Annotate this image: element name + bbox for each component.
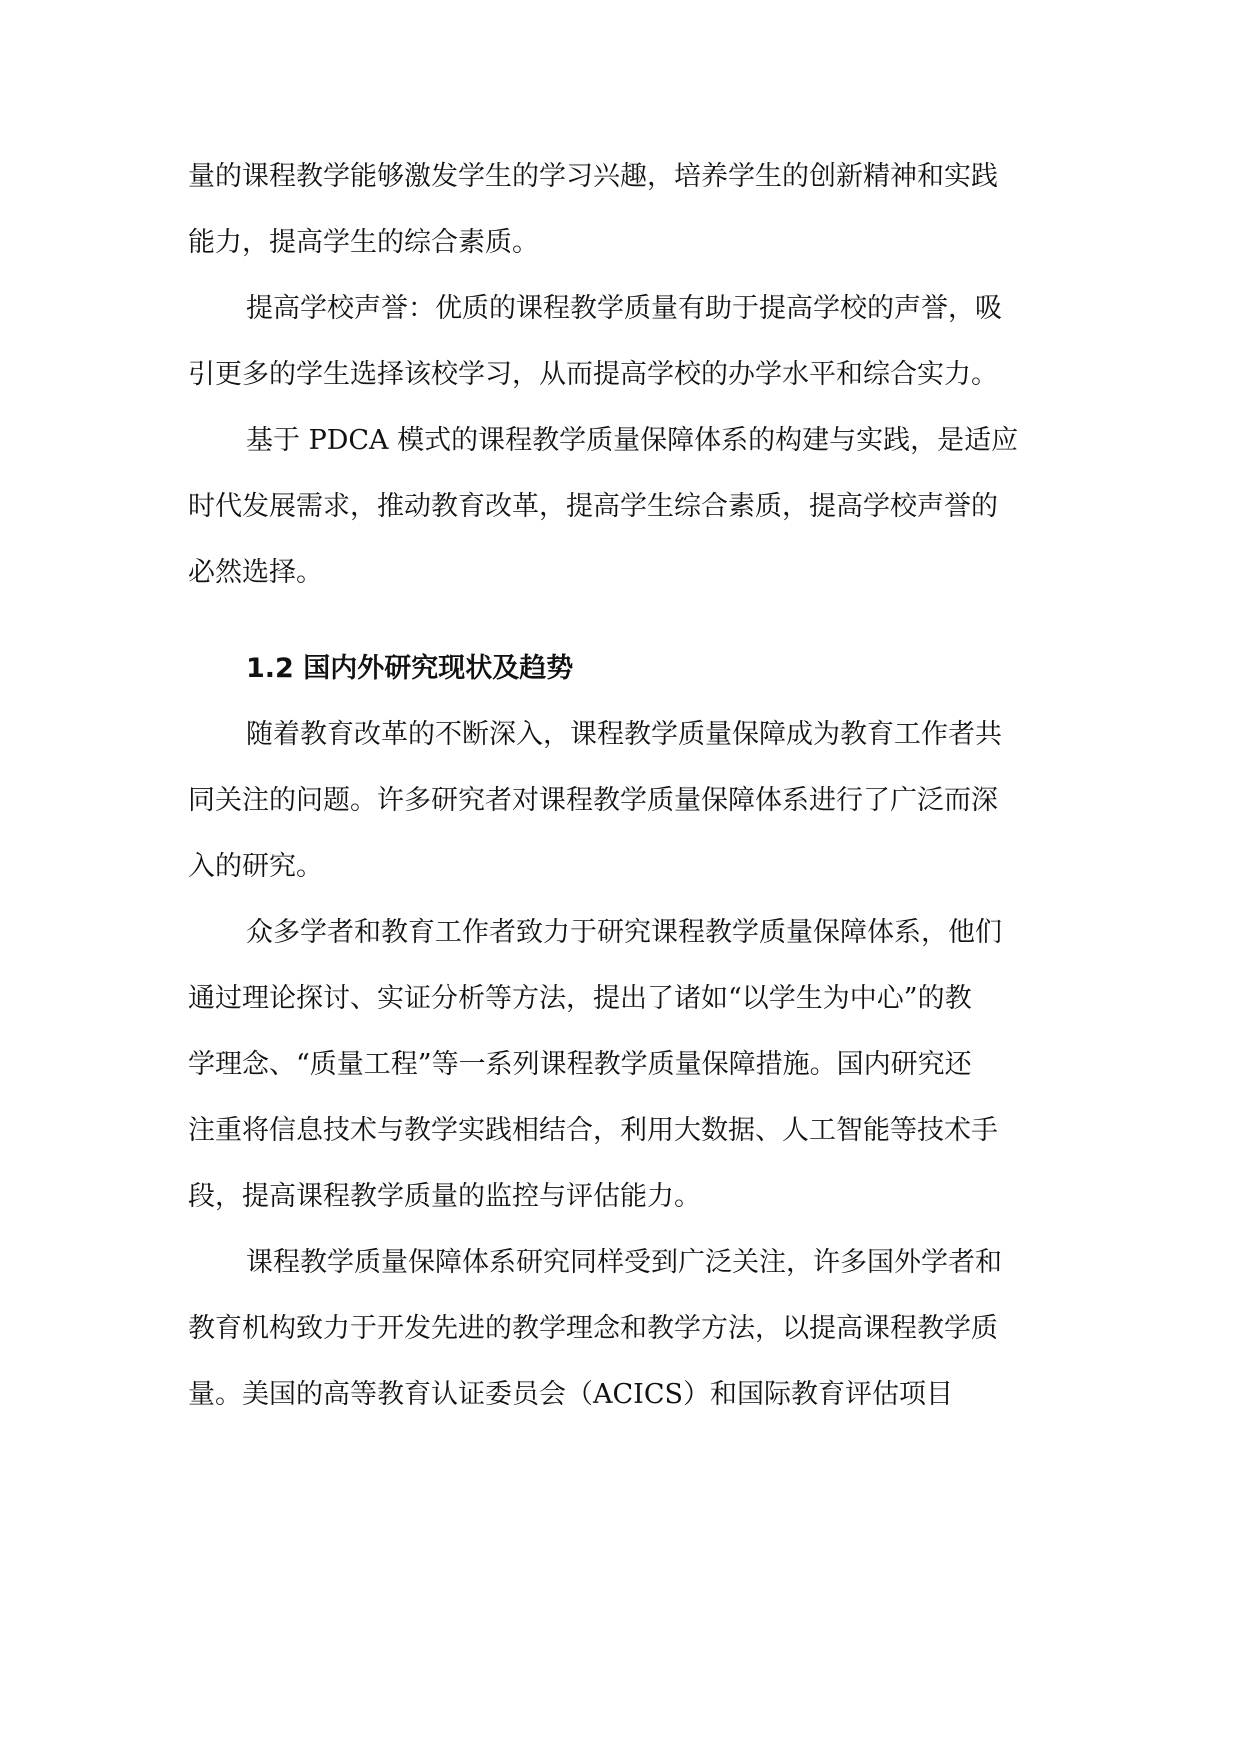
- paragraph-line: 能力，提高学生的综合素质。: [188, 227, 539, 258]
- paragraph-line: 段，提高课程教学质量的监控与评估能力。: [188, 1181, 701, 1212]
- paragraph-line: 通过理论探讨、实证分析等方法，提出了诸如“以学生为中心”的教: [188, 983, 972, 1014]
- paragraph-line: 学理念、“质量工程”等一系列课程教学质量保障措施。国内研究还: [188, 1049, 972, 1080]
- paragraph-line: 引更多的学生选择该校学习，从而提高学校的办学水平和综合实力。: [188, 359, 998, 390]
- paragraph-2: [188, 276, 1056, 408]
- paragraph-line: 注重将信息技术与教学实践相结合，利用大数据、人工智能等技术手: [188, 1115, 998, 1146]
- paragraph-line: 量的课程教学能够激发学生的学习兴趣，培养学生的创新精神和实践: [188, 161, 998, 192]
- paragraph-4: [188, 702, 1056, 900]
- paragraph-line: 时代发展需求，推动教育改革，提高学生综合素质，提高学校声誉的: [188, 491, 998, 522]
- paragraph-6: [188, 1230, 1056, 1428]
- section-heading: 1.2 国内外研究现状及趋势: [246, 653, 574, 684]
- paragraph-3: [188, 408, 1056, 606]
- paragraph-line: 入的研究。: [188, 851, 323, 882]
- paragraph-line: 众多学者和教育工作者致力于研究课程教学质量保障体系，他们: [246, 917, 1002, 948]
- paragraph-line: 课程教学质量保障体系研究同样受到广泛关注，许多国外学者和: [246, 1247, 1002, 1278]
- document-body: [188, 144, 1056, 1428]
- paragraph-line: 基于 PDCA 模式的课程教学质量保障体系的构建与实践，是适应: [246, 425, 1019, 456]
- paragraph-line: 量。美国的高等教育认证委员会（ACICS）和国际教育评估项目: [188, 1379, 953, 1410]
- paragraph-line: 同关注的问题。许多研究者对课程教学质量保障体系进行了广泛而深: [188, 785, 998, 816]
- paragraph-line: 随着教育改革的不断深入，课程教学质量保障成为教育工作者共: [246, 719, 1002, 750]
- section-spacer: [188, 606, 1056, 636]
- paragraph-line: 教育机构致力于开发先进的教学理念和教学方法，以提高课程教学质: [188, 1313, 998, 1344]
- paragraph-5: [188, 900, 1056, 1230]
- paragraph-line: 必然选择。: [188, 557, 323, 588]
- paragraph-1: [188, 144, 1056, 276]
- paragraph-line: 提高学校声誉：优质的课程教学质量有助于提高学校的声誉，吸: [246, 293, 1002, 324]
